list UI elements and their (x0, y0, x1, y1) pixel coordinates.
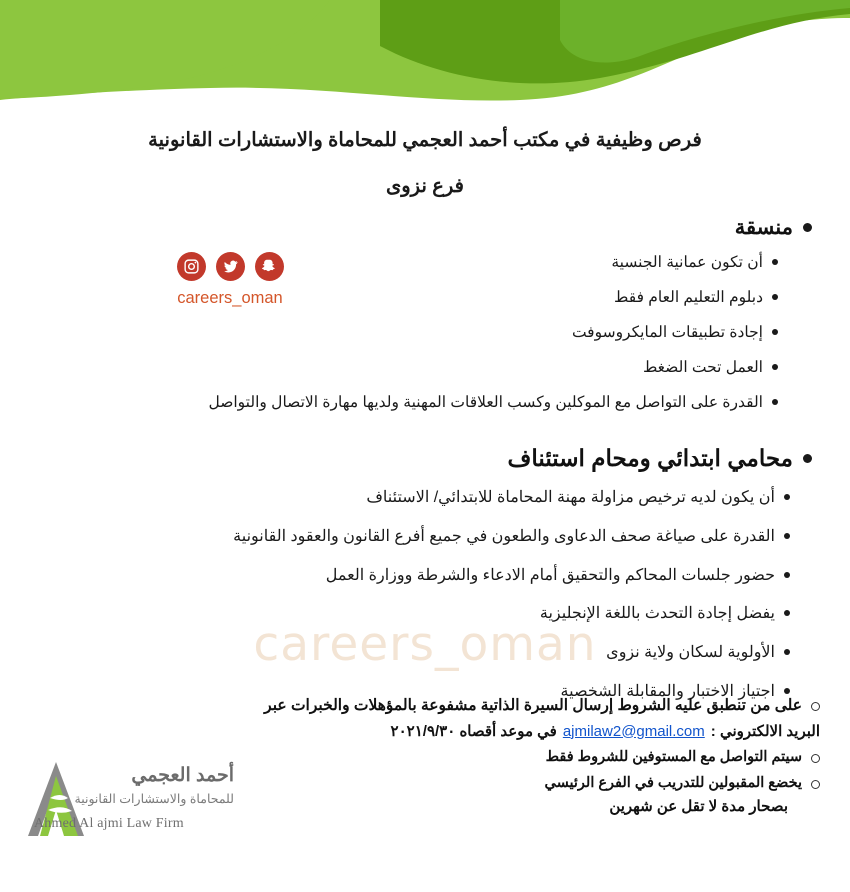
section-title-row (40, 445, 830, 472)
bullet-icon (772, 364, 778, 370)
section-coordinator (40, 215, 830, 415)
page-title: فرص وظيفية في مكتب أحمد العجمي للمحاماة والاستشارات القانونية (148, 129, 702, 151)
requirement-text: الأولوية لسكان ولاية نزوى (606, 644, 775, 662)
requirement-text: يفضل إجادة التحدث باللغة الإنجليزية (539, 605, 775, 623)
list-item (40, 286, 830, 310)
list-item (40, 391, 830, 415)
note-text: يخضع المقبولين للتدريب في الفرع الرئيسي (544, 775, 802, 792)
list-item (40, 564, 830, 589)
bullet-hollow-icon (811, 780, 820, 789)
bullet-icon (784, 494, 790, 500)
watermark-text: careers_oman (253, 617, 597, 672)
page-subtitle: فرع نزوى (386, 175, 464, 197)
top-green-banner (0, 0, 850, 110)
requirement-text: حضور جلسات المحاكم والتحقيق أمام الادعاء والشرطة ووزارة العمل (325, 566, 775, 584)
note-apply (40, 694, 830, 718)
email-label: البريد الالكتروني : (710, 723, 820, 741)
requirement-text: إجادة تطبيقات المايكروسوفت (571, 324, 763, 342)
bullet-icon (784, 649, 790, 655)
list-item (40, 641, 830, 666)
list-item (40, 321, 830, 345)
bullet-hollow-icon (811, 754, 820, 763)
requirement-text: دبلوم التعليم العام فقط (614, 289, 763, 307)
list-item (40, 251, 830, 275)
bullet-icon (784, 533, 790, 539)
section-title: منسقة (734, 216, 793, 239)
job-sections (40, 215, 830, 705)
logo-arabic-subtitle: للمحاماة والاستشارات القانونية (74, 792, 234, 806)
firm-logo (12, 758, 312, 844)
requirement-text: القدرة على صياغة صحف الدعاوى والطعون في جميع أفرع القانون والعقود القانونية (233, 527, 775, 545)
requirement-text: أن يكون لديه ترخيص مزاولة مهنة المحاماة للابتدائي/ الاستئناف (366, 489, 775, 507)
bullet-icon (772, 399, 778, 405)
logo-text-block (34, 764, 234, 832)
list-item (40, 525, 830, 550)
bullet-icon (803, 223, 812, 232)
note-text: على من تنطبق عليه الشروط إرسال السيرة الذاتية مشفوعة بالمؤهلات والخبرات عبر (264, 697, 802, 714)
bullet-icon (772, 329, 778, 335)
email-link[interactable]: ajmilaw2@gmail.com (562, 722, 705, 740)
requirement-text: القدرة على التواصل مع الموكلين وكسب العلاقات المهنية ولديها مهارة الاتصال والتواصل (208, 394, 763, 412)
note-training-continued: بصحار مدة لا تقل عن شهرين (609, 797, 788, 815)
section-title: محامي ابتدائي ومحام استئناف (507, 445, 793, 472)
requirement-text: العمل تحت الضغط (642, 359, 763, 377)
section-title-row (40, 215, 830, 240)
requirement-text: اجتياز الاختبار والمقابلة الشخصية (560, 683, 775, 701)
bullet-hollow-icon (811, 702, 820, 711)
bullet-icon (772, 294, 778, 300)
email-line (40, 722, 830, 740)
requirement-text: أن تكون عمانية الجنسية (611, 254, 763, 271)
list-item (40, 486, 830, 511)
logo-arabic-name: أحمد العجمي (131, 765, 234, 786)
bullet-icon (772, 259, 778, 265)
logo-english-name: Ahmed Al ajmi Law Firm (34, 816, 184, 831)
social-handle: careers_oman (177, 289, 283, 307)
bullet-icon (784, 610, 790, 616)
bullet-icon (784, 572, 790, 578)
bullet-icon (803, 454, 812, 463)
section-lawyer (40, 445, 830, 705)
list-item (40, 602, 830, 627)
list-item (40, 356, 830, 380)
deadline-text: في موعد أقصاه ٢٠٢١/٩/٣٠ (390, 723, 557, 741)
note-text: سيتم التواصل مع المستوفين للشروط فقط (545, 749, 802, 766)
